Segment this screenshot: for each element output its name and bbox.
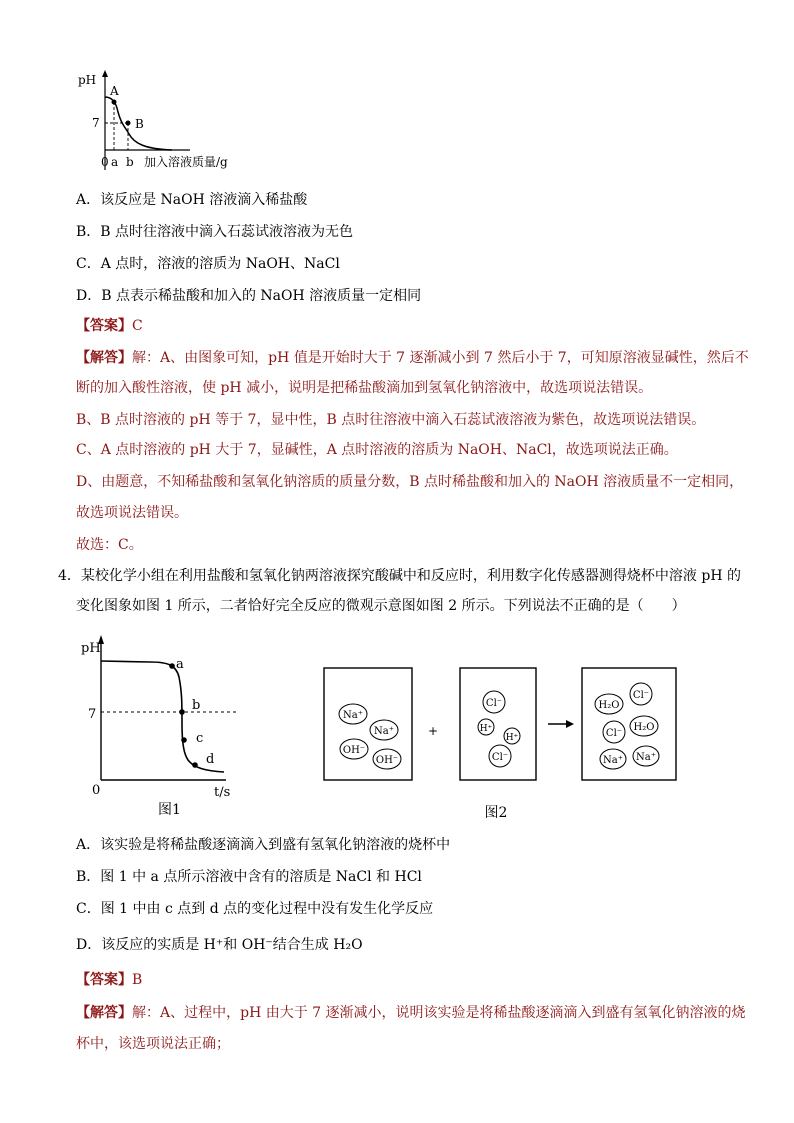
fig1-y-tick: 7 bbox=[88, 707, 97, 722]
q3-analysis-line-4: C、A 点时溶液的 pH 大于 7，显碱性，A 点时溶液的溶质为 NaOH、NaCl，故选项说法正确。 bbox=[76, 442, 678, 458]
q3-analysis-line-2: 断的加入酸性溶液，使 pH 减小，说明是把稀盐酸滴加到氢氧化钠溶液中，故选项说法错误。 bbox=[76, 380, 653, 396]
fig2-box3-mol-1: H₂O bbox=[598, 700, 620, 711]
q3-answer-label: 【答案】 bbox=[76, 318, 132, 334]
graph1-x-tick-a: a bbox=[111, 155, 119, 169]
q3-option-a: A．该反应是 NaOH 溶液滴入稀盐酸 bbox=[76, 192, 308, 208]
q3-analysis-text-1: 解：A、由图象可知，pH 值是开始时大于 7 逐渐减小到 7 然后小于 7，可知原溶液显碱性，然后不 bbox=[132, 350, 749, 366]
q4-option-a: A．该实验是将稀盐酸逐滴滴入到盛有氢氧化钠溶液的烧杯中 bbox=[76, 837, 451, 853]
fig1-caption: 图1 bbox=[158, 802, 181, 818]
graph1-x-tick-0: 0 bbox=[101, 155, 109, 169]
fig2-box2-ion-1: Cl⁻ bbox=[485, 698, 503, 709]
fig1-y-label: pH bbox=[81, 641, 101, 656]
fig2-box3-ion-2: Cl⁻ bbox=[632, 690, 650, 701]
q4-answer-value: B bbox=[132, 972, 143, 988]
q3-ph-graph bbox=[72, 66, 252, 178]
fig2-box1-ion-4: OH⁻ bbox=[375, 755, 399, 766]
q4-analysis-text-1: 解：A、过程中，pH 由大于 7 逐渐减小，说明该实验是将稀盐酸逐滴滴入到盛有氢氧化钠溶液的烧 bbox=[132, 1005, 746, 1021]
fig2-box1-ion-3: OH⁻ bbox=[342, 745, 366, 756]
graph1-point-a: A bbox=[110, 84, 119, 98]
graph1-x-tick-b: b bbox=[126, 155, 134, 169]
q3-analysis-label: 【解答】 bbox=[76, 350, 132, 366]
fig2-box2-ion-3: H⁺ bbox=[505, 733, 519, 743]
q4-stem-line-1: 4．某校化学小组在利用盐酸和氢氧化钠两溶液探究酸碱中和反应时，利用数字化传感器测得烧杯中溶液 pH 的 bbox=[58, 568, 741, 584]
q3-analysis-line-1 bbox=[76, 348, 749, 368]
q4-option-b: B．图 1 中 a 点所示溶液中含有的溶质是 NaCl 和 HCl bbox=[76, 869, 422, 885]
fig1-point-a: a bbox=[176, 657, 184, 672]
fig2-box3-mol-3: H₂O bbox=[633, 722, 655, 733]
fig2-box1-ion-2: Na⁺ bbox=[374, 726, 394, 737]
q3-analysis-line-3: B、B 点时溶液的 pH 等于 7，显中性，B 点时往溶液中滴入石蕊试液溶液为紫色，故选项说法错误。 bbox=[76, 412, 706, 428]
q4-answer bbox=[76, 970, 142, 990]
q3-answer-value: C bbox=[132, 318, 143, 334]
graph1-y-label: pH bbox=[78, 73, 97, 87]
graph1-point-b: B bbox=[135, 117, 144, 131]
fig2-box2-ion-2: H⁺ bbox=[479, 724, 493, 734]
q4-option-d: D．该反应的实质是 H⁺和 OH⁻结合生成 H₂O bbox=[76, 937, 363, 953]
q4-option-c: C．图 1 中由 c 点到 d 点的变化过程中没有发生化学反应 bbox=[76, 901, 434, 917]
q3-answer bbox=[76, 316, 143, 336]
q3-option-b: B．B 点时往溶液中滴入石蕊试液溶液为无色 bbox=[76, 224, 354, 240]
q4-answer-label: 【答案】 bbox=[76, 972, 132, 988]
q3-analysis-line-7: 故选：C。 bbox=[76, 537, 143, 553]
fig2-box1-ion-1: Na⁺ bbox=[343, 710, 363, 721]
fig2-box3-ion-4: Cl⁻ bbox=[605, 728, 623, 739]
q3-option-c: C．A 点时，溶液的溶质为 NaOH、NaCl bbox=[76, 256, 340, 272]
fig2-box3-ion-5: Na⁺ bbox=[603, 755, 623, 766]
q4-analysis-label: 【解答】 bbox=[76, 1005, 132, 1021]
q4-analysis-line-2: 杯中，该选项说法正确； bbox=[76, 1036, 230, 1052]
fig1-point-b: b bbox=[192, 698, 201, 713]
fig2-box2-ion-4: Cl⁻ bbox=[491, 752, 509, 763]
fig1-x-label: t/s bbox=[214, 785, 231, 800]
q3-analysis-line-6: 故选项说法错误。 bbox=[76, 505, 188, 521]
q3-option-d: D．B 点表示稀盐酸和加入的 NaOH 溶液质量一定相同 bbox=[76, 288, 422, 304]
fig1-point-d: d bbox=[206, 752, 215, 767]
q3-analysis-line-5: D、由题意，不知稀盐酸和氢氧化钠溶质的质量分数，B 点时稀盐酸和加入的 NaOH 溶液质量不一定相同， bbox=[76, 474, 744, 490]
fig1-origin: 0 bbox=[92, 783, 101, 798]
q4-stem-line-2: 变化图象如图 1 所示，二者恰好完全反应的微观示意图如图 2 所示。下列说法不正确的是（ ） bbox=[76, 598, 686, 614]
q4-figure-2 bbox=[320, 664, 690, 824]
graph1-y-tick: 7 bbox=[92, 116, 100, 130]
q4-figure-1 bbox=[78, 632, 258, 827]
fig1-point-c: c bbox=[196, 731, 204, 746]
fig2-caption: 图2 bbox=[484, 805, 508, 821]
fig2-plus: + bbox=[427, 724, 439, 738]
fig2-box3-ion-6: Na⁺ bbox=[636, 752, 656, 763]
q4-analysis-line-1 bbox=[76, 1003, 746, 1023]
graph1-x-label: 加入溶液质量/g bbox=[144, 155, 228, 169]
